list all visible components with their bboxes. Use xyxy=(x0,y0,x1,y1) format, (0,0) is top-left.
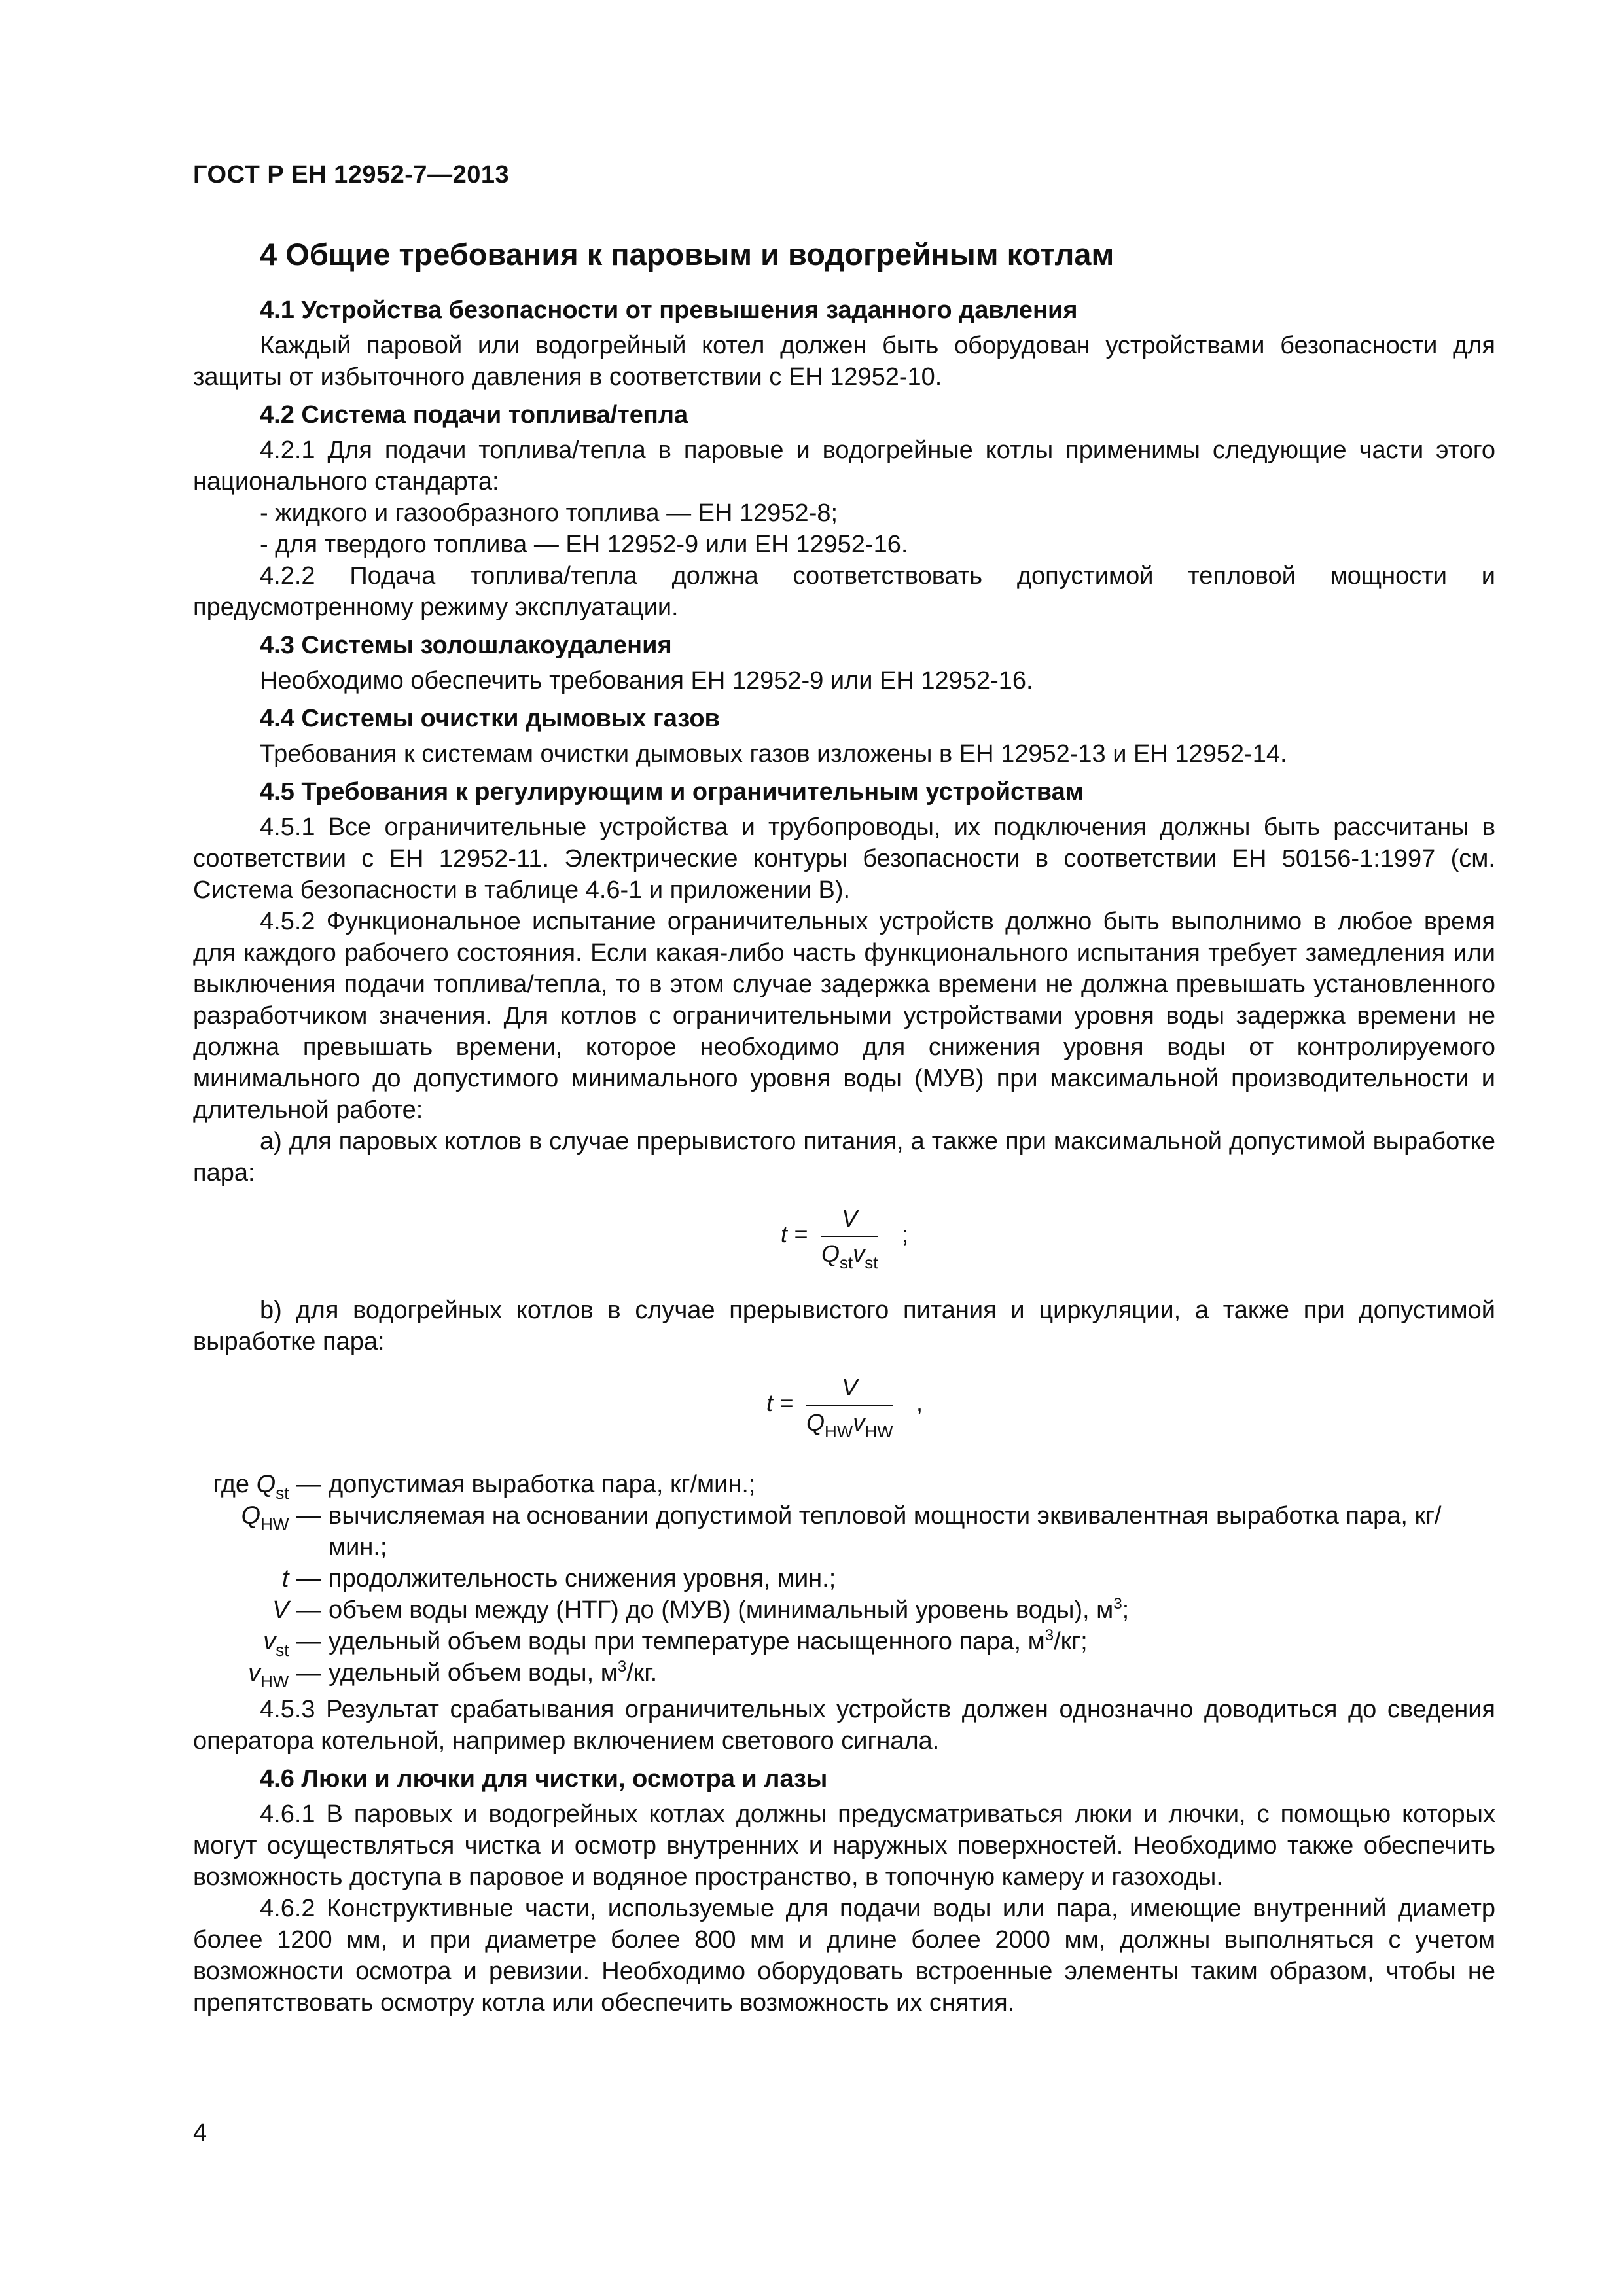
formula-numerator: V xyxy=(842,1205,858,1232)
definition-dash: — xyxy=(289,1471,321,1498)
section-4-2-2-text: 4.2.2 Подача топлива/тепла должна соответствовать допустимой тепловой мощности и предусмотренному режиму эксплуатации. xyxy=(193,562,1495,621)
section-4-4-text: Требования к системам очистки дымовых газов изложены в ЕН 12952-13 и ЕН 12952-14. xyxy=(260,740,1287,768)
symbol-definitions xyxy=(193,1469,1495,1689)
section-4-6-1-text: 4.6.1 В паровых и водогрейных котлах должны предусматриваться люки и лючки, с помощью которых могут осуществляться чистка и осмотр внутренних и наружных поверхностей. Необходимо также обеспечить возможность доступа в паровое и водяное пространство, в топочную камеру и газоходы. xyxy=(193,1801,1495,1891)
definition-superscript: 3 xyxy=(1113,1595,1122,1613)
section-4-1-title: 4.1 Устройства безопасности от превышения заданного давления xyxy=(260,296,1078,324)
formula-fraction xyxy=(806,1373,893,1439)
formula-den-v-sub: st xyxy=(865,1253,878,1272)
definition-dash: — xyxy=(289,1628,321,1655)
definition-subscript: HW xyxy=(260,1672,289,1691)
definition-symbol: v xyxy=(248,1659,261,1687)
formula-lhs: t = xyxy=(781,1221,808,1247)
section-4-3-text: Необходимо обеспечить требования ЕН 12952-9 или ЕН 12952-16. xyxy=(260,667,1033,694)
definition-tail: /кг. xyxy=(626,1659,658,1687)
definition-dash: — xyxy=(289,1565,321,1592)
section-4-6-2-text: 4.6.2 Конструктивные части, используемые для подачи воды или пара, имеющие внутренний диаметр более 1200 мм, и при диаметре более 800 мм и длине более 2000 мм, должны выполняться с учетом возможности осмотра и ревизии. Необходимо оборудовать встроенные элементы таким образом, чтобы не препятствовать осмотру котла или обеспечить возможность их снятия. xyxy=(193,1895,1495,2017)
formula-fraction xyxy=(821,1204,878,1270)
definition-text: допустимая выработка пара, кг/мин.; xyxy=(329,1471,756,1498)
formula-den-v-sub: HW xyxy=(865,1422,893,1441)
section-4-3-title: 4.3 Системы золошлакоудаления xyxy=(260,632,672,659)
definition-text: удельный объем воды, м xyxy=(329,1659,618,1687)
item-b-text: b) для водогрейных котлов в случае прерывистого питания и циркуляции, а также при допустимой выработке пара: xyxy=(193,1297,1495,1355)
formula-den-v: v xyxy=(853,1409,865,1436)
document-header: ГОСТ Р ЕН 12952-7—2013 xyxy=(193,161,510,188)
document-body xyxy=(193,236,1495,2018)
page-number: 4 xyxy=(193,2119,207,2147)
definition-dash: — xyxy=(289,1659,321,1687)
formula-den-q-sub: HW xyxy=(825,1422,853,1441)
formula-den-v: v xyxy=(853,1240,865,1267)
formula-den-q-sub: st xyxy=(840,1253,853,1272)
definition-dash: — xyxy=(289,1502,321,1530)
definition-symbol: V xyxy=(272,1596,289,1624)
definition-row xyxy=(193,1500,1495,1563)
formula-lhs: t = xyxy=(766,1390,794,1416)
formula-punct: , xyxy=(916,1390,923,1416)
definition-superscript: 3 xyxy=(617,1658,627,1676)
section-4-5-1-text: 4.5.1 Все ограничительные устройства и трубопроводы, их подключения должны быть рассчитаны в соответствии с ЕН 12952-11. Электрические контуры безопасности в соответствии ЕН 50156-1:1997 (см. Система безопасности в таблице 4.6-1 и приложении В). xyxy=(193,814,1495,904)
definition-symbol: Q xyxy=(241,1502,261,1530)
section-4-title: 4 Общие требования к паровым и водогрейным котлам xyxy=(260,237,1115,272)
item-a-text: а) для паровых котлов в случае прерывистого питания, а также при максимальной допустимой выработке пара: xyxy=(193,1128,1495,1187)
section-4-5-title: 4.5 Требования к регулирующим и ограничительным устройствам xyxy=(260,778,1084,806)
section-4-2-title: 4.2 Система подачи топлива/тепла xyxy=(260,401,688,429)
definition-row xyxy=(193,1563,1495,1594)
formula-hot-water xyxy=(193,1369,1495,1454)
section-4-2-1-text: 4.2.1 Для подачи топлива/тепла в паровые и водогрейные котлы применимы следующие части этого национального стандарта: xyxy=(193,437,1495,495)
definition-symbol: Q xyxy=(256,1471,276,1498)
definition-symbol: t xyxy=(281,1565,289,1592)
list-item: - жидкого и газообразного топлива — ЕН 12952-8; xyxy=(260,499,838,527)
formula-steam xyxy=(193,1200,1495,1285)
definition-tail: /кг; xyxy=(1054,1628,1088,1655)
formula-punct: ; xyxy=(902,1221,909,1247)
definition-row xyxy=(193,1594,1495,1626)
definition-superscript: 3 xyxy=(1044,1626,1054,1644)
formula-den-q: Q xyxy=(806,1409,825,1436)
list-item: - для твердого топлива — ЕН 12952-9 или ЕН 12952-16. xyxy=(260,531,908,558)
definition-row xyxy=(193,1657,1495,1689)
definition-row xyxy=(193,1469,1495,1503)
formula-den-q: Q xyxy=(821,1240,840,1267)
definition-symbol: v xyxy=(263,1628,276,1655)
formula-numerator: V xyxy=(842,1374,858,1401)
definition-text: объем воды между (НТГ) до (МУВ) (минимальный уровень воды), м xyxy=(329,1596,1114,1624)
definition-tail: ; xyxy=(1122,1596,1130,1624)
definition-prefix: где xyxy=(213,1471,257,1498)
definition-row xyxy=(193,1626,1495,1660)
definition-text: вычисляемая на основании допустимой тепловой мощности эквивалентная выработка пара, кг/мин.; xyxy=(329,1502,1442,1561)
section-4-6-title: 4.6 Люки и лючки для чистки, осмотра и лазы xyxy=(260,1765,828,1793)
definition-subscript: HW xyxy=(260,1515,289,1534)
section-4-4-title: 4.4 Системы очистки дымовых газов xyxy=(260,705,720,732)
definition-dash: — xyxy=(289,1596,321,1624)
section-4-5-2-text: 4.5.2 Функциональное испытание ограничительных устройств должно быть выполнимо в любое время для каждого рабочего состояния. Если какая-либо часть функционального испытания требует замедления или выключения подачи топлива/тепла, то в этом случае задержка времени не должна превышать установленного разработчиком значения. Для котлов с ограничительными устройствами уровня воды задержка времени не должна превышать времени, которое необходимо для снижения уровня воды от контролируемого минимального до допустимого минимального уровня воды (МУВ) при максимальной производительности и длительной работе: xyxy=(193,908,1495,1124)
definition-text: удельный объем воды при температуре насыщенного пара, м xyxy=(329,1628,1045,1655)
definition-text: продолжительность снижения уровня, мин.; xyxy=(329,1565,836,1592)
definition-subscript: st xyxy=(276,1640,289,1660)
definition-subscript: st xyxy=(276,1483,289,1503)
section-4-1-text: Каждый паровой или водогрейный котел должен быть оборудован устройствами безопасности для защиты от избыточного давления в соответствии с ЕН 12952-10. xyxy=(193,332,1495,391)
section-4-5-3-text: 4.5.3 Результат срабатывания ограничительных устройств должен однозначно доводиться до сведения оператора котельной, например включением светового сигнала. xyxy=(193,1696,1495,1755)
